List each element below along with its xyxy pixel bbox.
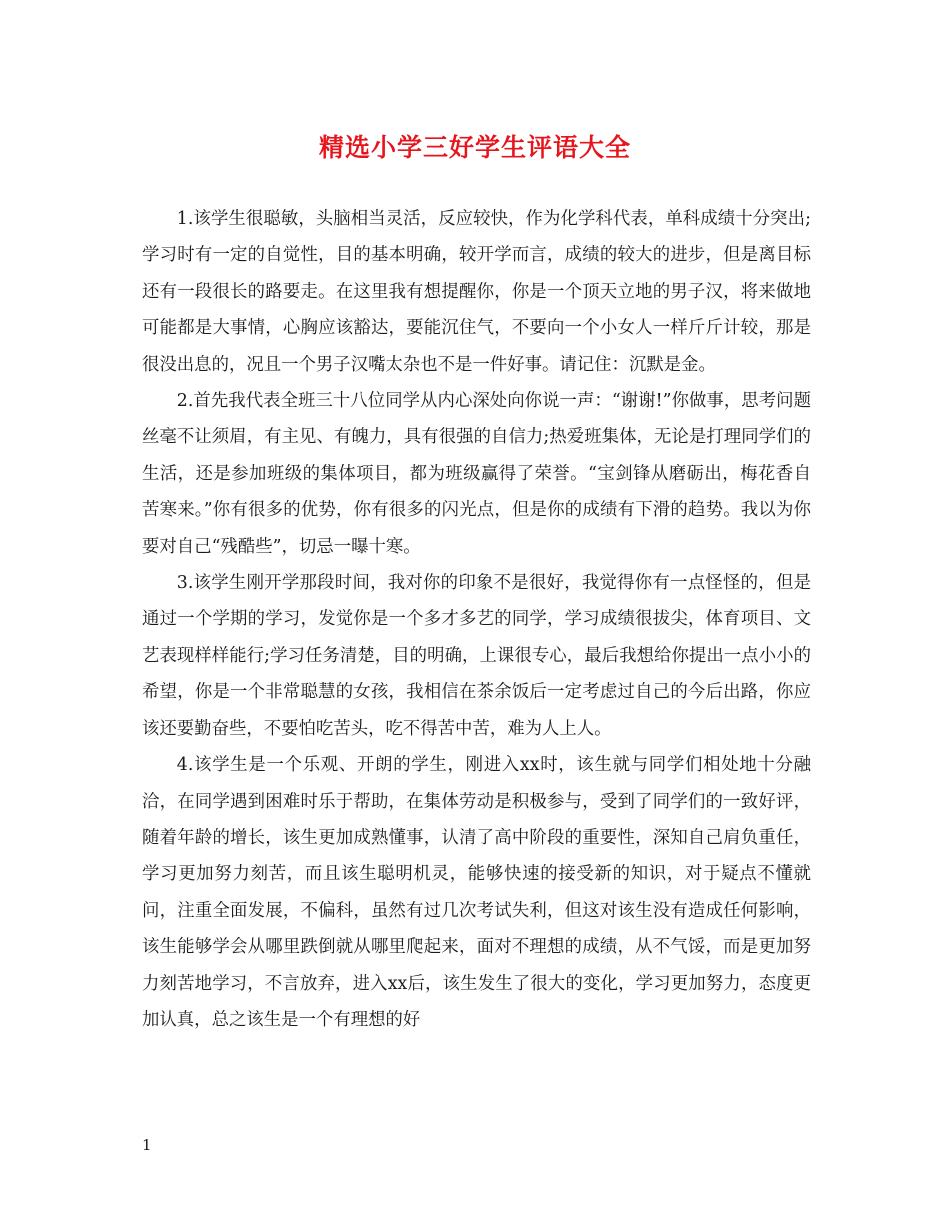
paragraph-4: 4.该学生是一个乐观、开朗的学生，刚进入xx时，该生就与同学们相处地十分融洽，在同学遇到困难时乐于帮助，在集体劳动是积极参与，受到了同学们的一致好评，随着年龄的增长，该生更加成熟懂事，认清了高中阶段的重要性，深知自己肩负重任，学习更加努力刻苦，而且该生聪明机灵，能够快速的接受新的知识，对于疑点不懂就问，注重全面发展，不偏科，虽然有过几次考试失利，但这对该生没有造成任何影响，该生能够学会从哪里跌倒就从哪里爬起来，面对不理想的成绩，从不气馁，而是更加努力刻苦地学习，不言放弃，进入xx后，该生发生了很大的变化，学习更加努力，态度更加认真，总之该生是一个有理想的好 xyxy=(142,755,811,1030)
paragraph-2: 2.首先我代表全班三十八位同学从内心深处向你说一声：“谢谢!”你做事，思考问题丝毫不让须眉，有主见、有魄力，具有很强的自信力;热爱班集体，无论是打理同学们的生活，还是参加班级的集体项目，都为班级赢得了荣誉。“宝剑锋从磨砺出，梅花香自苦寒来。”你有很多的优势，你有很多的闪光点，但是你的成绩有下滑的趋势。我以为你要对自己“残酷些”，切忌一曝十寒。 xyxy=(142,391,811,557)
paragraph-1: 1.该学生很聪敏，头脑相当灵活，反应较快，作为化学科代表，单科成绩十分突出;学习时有一定的自觉性，目的基本明确，较开学而言，成绩的较大的进步，但是离目标还有一段很长的路要走。在这里我有想提醒你，你是一个顶天立地的男子汉，将来做地可能都是大事情，心胸应该豁达，要能沉住气，不要向一个小女人一样斤斤计较，那是很没出息的，况且一个男子汉嘴太杂也不是一件好事。请记住：沉默是金。 xyxy=(142,209,811,375)
document-body xyxy=(142,201,811,1038)
paragraph-3: 3.该学生刚开学那段时间，我对你的印象不是很好，我觉得你有一点怪怪的，但是通过一个学期的学习，发觉你是一个多才多艺的同学，学习成绩很拔尖，体育项目、文艺表现样样能行;学习任务清楚，目的明确，上课很专心，最后我想给你提出一点小小的希望，你是一个非常聪慧的女孩，我相信在茶余饭后一定考虑过自己的今后出路，你应该还要勤奋些，不要怕吃苦头，吃不得苦中苦，难为人上人。 xyxy=(142,573,811,739)
document-title: 精选小学三好学生评语大全 xyxy=(318,133,631,162)
page-number: 1 xyxy=(142,1136,152,1154)
